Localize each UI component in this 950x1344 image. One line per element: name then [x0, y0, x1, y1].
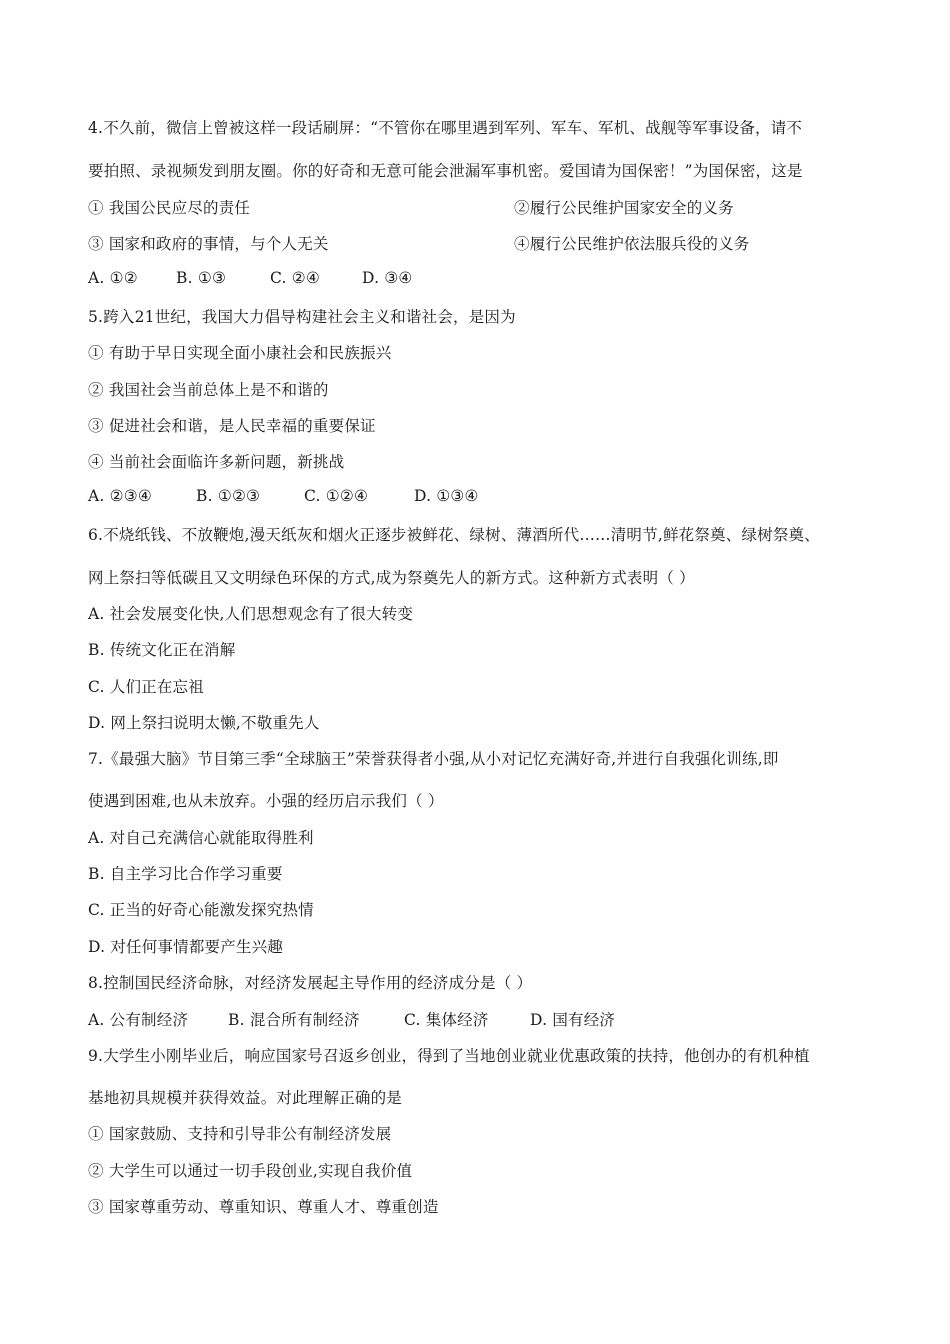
- q5-item-4: ④ 当前社会面临许多新问题，新挑战: [88, 453, 345, 471]
- q7-stem-line2: 使遇到困难,也从未放弃。小强的经历启示我们（ ）: [88, 792, 444, 810]
- q5-item-3: ③ 促进社会和谐，是人民幸福的重要保证: [88, 417, 376, 435]
- q8-option-b: B. 混合所有制经济: [228, 1011, 360, 1029]
- q6-option-b: B. 传统文化正在消解: [88, 641, 236, 659]
- q5-option-a: A. ②③④: [88, 487, 152, 505]
- q4-option-a: A. ①②: [88, 269, 138, 287]
- q5-item-2: ② 我国社会当前总体上是不和谐的: [88, 381, 329, 399]
- q7-option-d: D. 对任何事情都要产生兴趣: [88, 938, 284, 956]
- q5-option-c: C. ①②④: [304, 487, 369, 505]
- q5-option-d: D. ①③④: [414, 487, 479, 505]
- q4-items-row2: [88, 232, 868, 254]
- q7-option-a: A. 对自己充满信心就能取得胜利: [88, 829, 314, 847]
- q6-stem-line2: 网上祭扫等低碳且又文明绿色环保的方式,成为祭奠先人的新方式。这种新方式表明（ ）: [88, 569, 695, 587]
- q4-stem-line1: 4.不久前，微信上曾被这样一段话刷屏：“不管你在哪里遇到军列、军车、军机、战舰等军事设备，请不: [88, 119, 803, 137]
- q8-stem: 8.控制国民经济命脉，对经济发展起主导作用的经济成分是（ ）: [88, 974, 533, 992]
- q4-option-b: B. ①③: [176, 269, 227, 287]
- q5-option-b: B. ①②③: [196, 487, 261, 505]
- q6-option-d: D. 网上祭扫说明太懒,不敬重先人: [88, 714, 320, 732]
- q4-option-d: D. ③④: [362, 269, 413, 287]
- q5-options: [88, 487, 479, 505]
- q9-stem-line1: 9.大学生小刚毕业后，响应国家号召返乡创业，得到了当地创业就业优惠政策的扶持，他创办的有机种植: [88, 1047, 810, 1065]
- q5-stem: 5.跨入21世纪，我国大力倡导构建社会主义和谐社会，是因为: [88, 308, 516, 326]
- q6-option-c: C. 人们正在忘祖: [88, 678, 204, 696]
- q4-item-3: ③ 国家和政府的事情，与个人无关: [88, 235, 329, 253]
- q4-item-4: ④履行公民维护依法服兵役的义务: [514, 235, 750, 253]
- q4-item-2: ②履行公民维护国家安全的义务: [514, 199, 734, 217]
- q8-option-a: A. 公有制经济: [88, 1011, 189, 1029]
- q8-option-d: D. 国有经济: [530, 1011, 616, 1029]
- q4-option-c: C. ②④: [270, 269, 320, 287]
- q7-option-c: C. 正当的好奇心能激发探究热情: [88, 901, 314, 919]
- q6-stem-line1: 6.不烧纸钱、不放鞭炮,漫天纸灰和烟火正逐步被鲜花、绿树、薄酒所代……清明节,鲜花祭奠、绿树祭奠、: [88, 526, 820, 544]
- q9-stem-line2: 基地初具规模并获得效益。对此理解正确的是: [88, 1089, 403, 1107]
- q8-options: [88, 1008, 615, 1030]
- q9-item-1: ① 国家鼓励、支持和引导非公有制经济发展: [88, 1125, 392, 1143]
- q6-option-a: A. 社会发展变化快,人们思想观念有了很大转变: [88, 605, 414, 623]
- q4-items-row1: [88, 196, 868, 218]
- q4-stem-line2: 要拍照、录视频发到朋友圈。你的好奇和无意可能会泄漏军事机密。爱国请为国保密！”为国保密，这是: [88, 162, 803, 180]
- q7-stem-line1: 7.《最强大脑》节目第三季“全球脑王”荣誉获得者小强,从小对记忆充满好奇,并进行自我强化训练,即: [88, 750, 779, 768]
- q4-options: [88, 269, 413, 287]
- q5-item-1: ① 有助于早日实现全面小康社会和民族振兴: [88, 344, 392, 362]
- q4-item-1: ① 我国公民应尽的责任: [88, 199, 251, 217]
- q7-option-b: B. 自主学习比合作学习重要: [88, 865, 283, 883]
- q8-option-c: C. 集体经济: [404, 1011, 489, 1029]
- q9-item-2: ② 大学生可以通过一切手段创业,实现自我价值: [88, 1162, 413, 1180]
- q9-item-3: ③ 国家尊重劳动、尊重知识、尊重人才、尊重创造: [88, 1198, 439, 1216]
